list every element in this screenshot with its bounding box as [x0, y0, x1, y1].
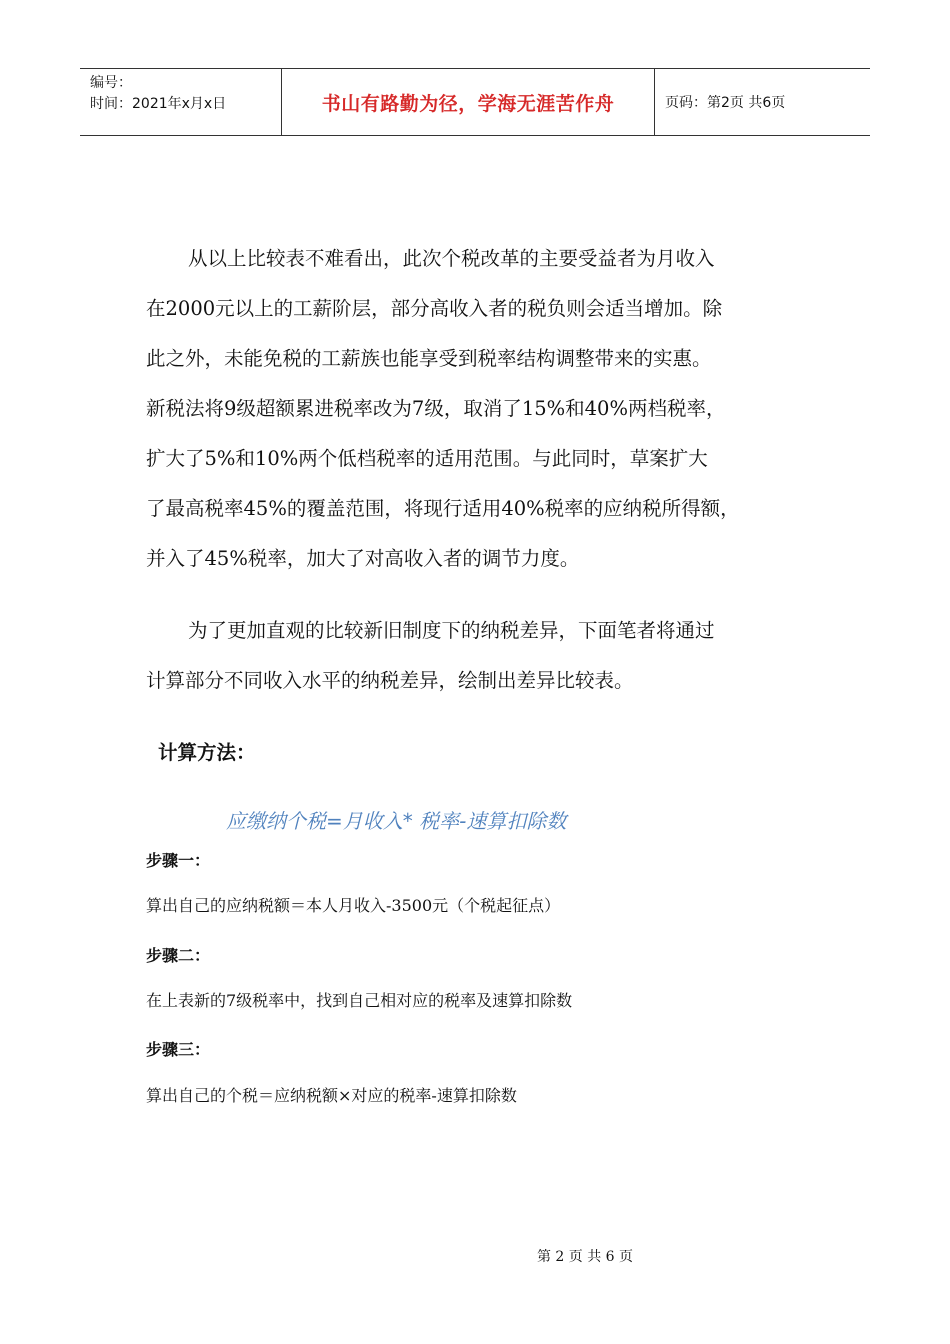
method-heading: 计算方法： — [158, 741, 256, 764]
page-header — [80, 68, 870, 136]
header-motto: 书山有路勤为径，学海无涯苦作舟 — [282, 69, 655, 135]
step-3-text: 算出自己的个税＝应纳税额×对应的税率-速算扣除数 — [146, 1086, 517, 1105]
header-meta — [80, 69, 282, 135]
step-2-label: 步骤二： — [146, 946, 211, 965]
paragraph2-line-2: 计算部分不同收入水平的纳税差异，绘制出差异比较表。 — [146, 669, 634, 692]
paragraph1-line-2: 在2000元以上的工薪阶层，部分高收入者的税负则会适当增加。除 — [146, 297, 723, 320]
paragraph2-line-1: 为了更加直观的比较新旧制度下的纳税差异，下面笔者将通过 — [188, 619, 715, 642]
step-2-text: 在上表新的7级税率中，找到自己相对应的税率及速算扣除数 — [146, 991, 573, 1010]
paragraph1-line-1: 从以上比较表不难看出，此次个税改革的主要受益者为月收入 — [188, 247, 715, 270]
tax-formula: 应缴纳个税=月收入* 税率-速算扣除数 — [226, 809, 567, 833]
paragraph1-line-6: 了最高税率45%的覆盖范围，将现行适用40%税率的应纳税所得额， — [146, 497, 740, 520]
paragraph1-line-4: 新税法将9级超额累进税率改为7级，取消了15%和40%两档税率， — [146, 397, 726, 420]
step-1-text: 算出自己的应纳税额＝本人月收入-3500元（个税起征点） — [146, 896, 561, 915]
step-1-label: 步骤一： — [146, 851, 211, 870]
page-footer: 第 2 页 共 6 页 — [536, 1249, 634, 1265]
header-code-label: 编号： — [90, 75, 132, 91]
header-page-info: 页码：第2页 共6页 — [665, 95, 786, 111]
header-date-label: 时间：2021年x月x日 — [90, 96, 227, 112]
paragraph1-line-3: 此之外，未能免税的工薪族也能享受到税率结构调整带来的实惠。 — [146, 347, 712, 370]
step-3-label: 步骤三： — [146, 1040, 211, 1059]
paragraph1-line-7: 并入了45%税率，加大了对高收入者的调节力度。 — [146, 547, 580, 570]
paragraph1-line-5: 扩大了5%和10%两个低档税率的适用范围。与此同时，草案扩大 — [146, 447, 708, 470]
